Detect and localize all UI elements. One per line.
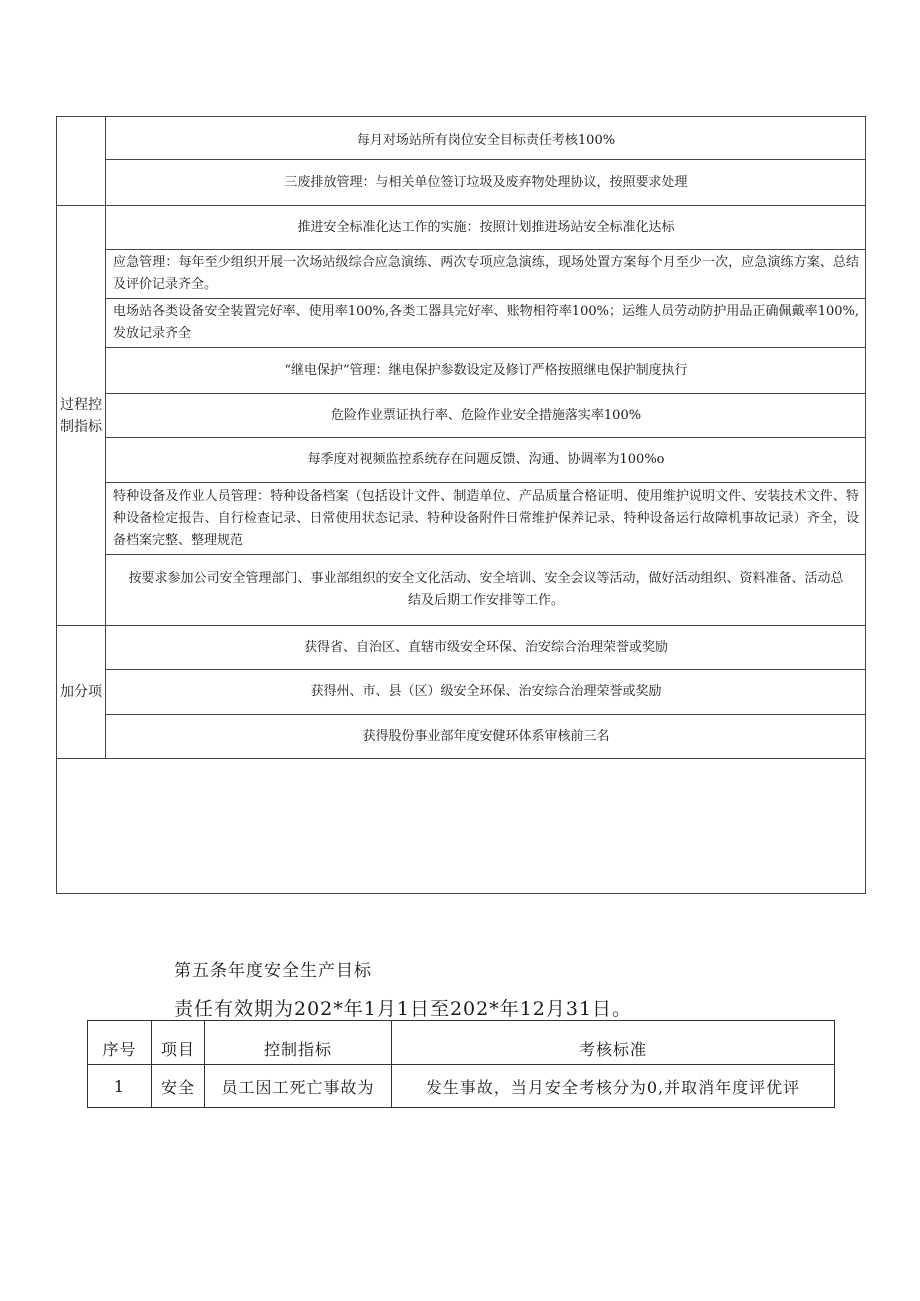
table-row: 三废排放管理：与相关单位签订垃圾及废弃物处理协议，按照要求处理	[284, 174, 688, 190]
table-row: 每月对场站所有岗位安全目标责任考核100%	[356, 133, 616, 148]
indicator-table	[56, 116, 866, 894]
section-divider	[57, 758, 865, 759]
header-cell: 项目	[160, 1039, 195, 1059]
table-cell: 发生事故，当月安全考核分为0,并取消年度评优评	[425, 1078, 801, 1097]
table-row: 获得省、自治区、直辖市级安全环保、治安综合治理荣誉或奖励	[303, 639, 668, 655]
header-cell: 考核标准	[578, 1039, 647, 1059]
section-label-process-control: 过程控制指标	[60, 396, 102, 435]
table-row: 按要求参加公司安全管理部门、事业部组织的安全文化活动、安全培训、安全会议等活动，做好活动组织、资料准备、活动总结及后期工作安排等工作。	[128, 571, 844, 608]
table-row: 应急管理：每年至少组织开展一次场站级综合应急演练、两次专项应急演练，现场处置方案每个月至少一次，应急演练方案、总结及评价记录齐全。	[113, 255, 859, 292]
section-heading: 第五条年度安全生产目标	[174, 961, 372, 981]
table-row: “继电保护”管理：继电保护参数设定及修订严格按照继电保护制度执行	[284, 362, 688, 378]
header-cell: 序号	[102, 1039, 137, 1059]
table-row: 特种设备及作业人员管理：特种设备档案（包括设计文件、制造单位、产品质量合格证明、使用维护说明文件、安装技术文件、特种设备检定报告、自行检查记录、日常使用状态记录、特种设备附件日常维护保养记录、特种设备运行故障机事故记录）齐全，设备档案完整、整理规范	[113, 488, 859, 548]
table-row: 获得州、市、县（区）级安全环保、治安综合治理荣誉或奖励	[310, 684, 662, 699]
table-cell: 安全	[160, 1078, 195, 1097]
table-row: 每季度对视频监控系统存在问题反馈、沟通、协调率为100%o	[307, 452, 665, 467]
table-cell: 1	[113, 1077, 126, 1096]
table-row: 获得股份事业部年度安健环体系审核前三名	[362, 728, 610, 744]
section-label-bonus: 加分项	[60, 684, 102, 700]
validity-period: 责任有效期为202*年1月1日至202*年12月31日。	[174, 998, 633, 1020]
table-row: 推进安全标准化达工作的实施：按照计划推进场站安全标准化达标	[297, 219, 675, 235]
table-row: 危险作业票证执行率、危险作业安全措施落实率100%	[330, 407, 642, 423]
target-table	[87, 1020, 835, 1108]
table-row: 电场站各类设备安全装置完好率、使用率100%,各类工器具完好率、账物相符率100%；运维人员劳动防护用品正确佩戴率100%,发放记录齐全	[113, 304, 859, 341]
header-cell: 控制指标	[263, 1039, 332, 1059]
table-cell: 员工因工死亡事故为	[221, 1078, 375, 1097]
